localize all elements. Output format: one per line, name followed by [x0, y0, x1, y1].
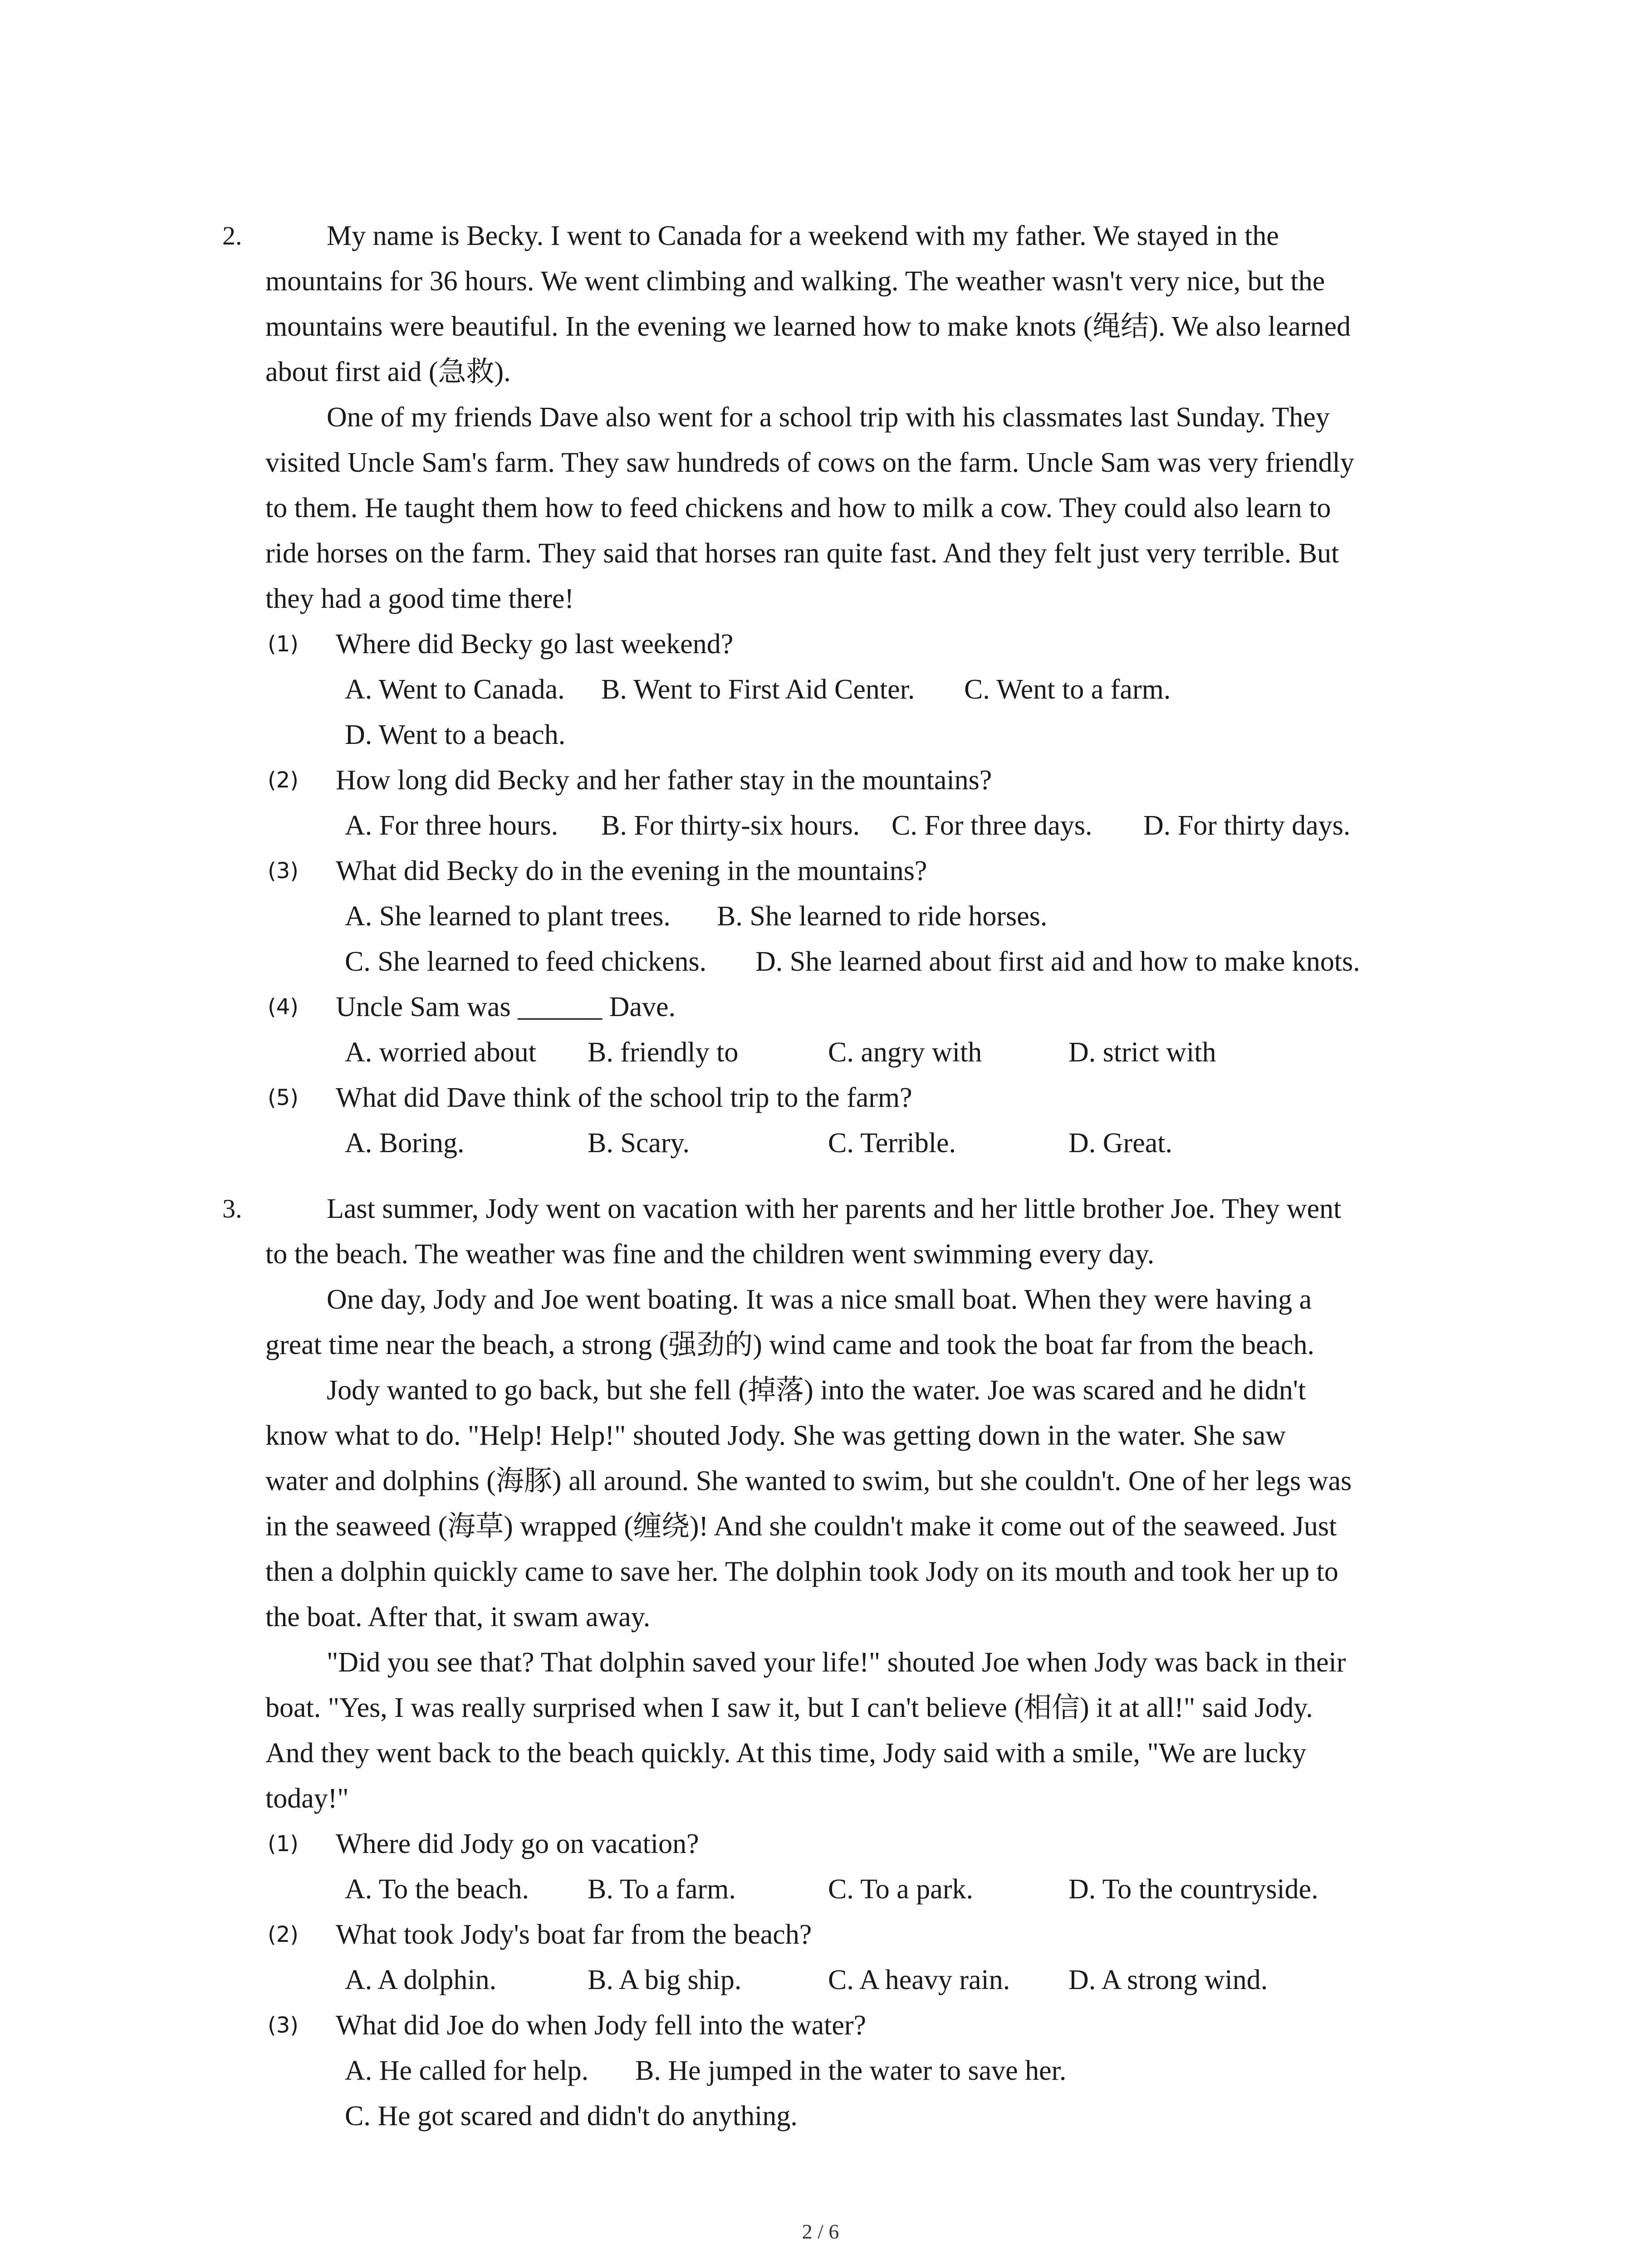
page-number: 2 / 6 — [802, 2220, 839, 2243]
option: A. He called for help. — [345, 2055, 589, 2086]
option: A. She learned to plant trees. — [345, 901, 671, 932]
passage-line: mountains for 36 hours. We went climbing and walking. The weather wasn't very nice, but the — [265, 266, 1325, 297]
passage-line: in the seaweed (海草) wrapped (缠绕)! And she couldn't make it come out of the seaweed. Just — [265, 1511, 1337, 1542]
passage-line: visited Uncle Sam's farm. They saw hundreds of cows on the farm. Uncle Sam was very friendly — [265, 447, 1354, 478]
option: B. Went to First Aid Center. — [601, 674, 915, 705]
question-text: What did Joe do when Jody fell into the water? — [336, 2010, 867, 2041]
passage-line: great time near the beach, a strong (强劲的) wind came and took the boat far from the beach. — [265, 1330, 1315, 1360]
passage-line: ride horses on the farm. They said that horses ran quite fast. And they felt just very terrible. But — [265, 538, 1339, 569]
option: C. Went to a farm. — [964, 674, 1171, 705]
passage-line: to them. He taught them how to feed chickens and how to milk a cow. They could also learn to — [265, 493, 1331, 523]
passage-line: today!" — [265, 1783, 349, 1814]
question-number: (3) — [268, 858, 299, 884]
passage-line: the boat. After that, it swam away. — [265, 1602, 651, 1633]
option: C. She learned to feed chickens. — [345, 946, 707, 977]
question-text: Where did Becky go last weekend? — [336, 629, 734, 660]
question-number: (2) — [268, 767, 299, 793]
option: D. Went to a beach. — [345, 719, 566, 750]
question-text: What did Dave think of the school trip to the farm? — [336, 1082, 912, 1113]
passage-line: "Did you see that? That dolphin saved your life!" shouted Joe when Jody was back in their — [327, 1647, 1346, 1678]
option: A. Went to Canada. — [345, 674, 565, 705]
option: C. angry with — [828, 1037, 982, 1068]
question-text: Uncle Sam was ______ Dave. — [336, 992, 676, 1022]
option: D. She learned about first aid and how to make knots. — [755, 946, 1360, 977]
passage-line: then a dolphin quickly came to save her. The dolphin took Jody on its mouth and took her up to — [265, 1556, 1338, 1587]
option: B. A big ship. — [588, 1965, 742, 1995]
passage-line: My name is Becky. I went to Canada for a weekend with my father. We stayed in the — [327, 220, 1279, 251]
question-number: (1) — [268, 631, 299, 657]
passage-line: about first aid (急救). — [265, 357, 511, 387]
passage-line: to the beach. The weather was fine and the children went swimming every day. — [265, 1239, 1155, 1270]
option: B. Scary. — [588, 1128, 690, 1158]
option: C. To a park. — [828, 1874, 973, 1905]
question-text: Where did Jody go on vacation? — [336, 1828, 699, 1859]
passage-line: One day, Jody and Joe went boating. It was a nice small boat. When they were having a — [327, 1284, 1312, 1315]
option: B. friendly to — [588, 1037, 739, 1068]
passage-line: boat. "Yes, I was really surprised when I saw it, but I can't believe (相信) it at all!" said Jody. — [265, 1692, 1313, 1723]
question-number: (1) — [268, 1831, 299, 1857]
option: B. He jumped in the water to save her. — [635, 2055, 1067, 2086]
passage-line: And they went back to the beach quickly. At this time, Jody said with a smile, "We are lucky — [265, 1738, 1307, 1769]
passage-line: One of my friends Dave also went for a school trip with his classmates last Sunday. They — [327, 402, 1330, 433]
option: C. Terrible. — [828, 1128, 956, 1158]
option: A. A dolphin. — [345, 1965, 497, 1995]
passage-line: Last summer, Jody went on vacation with her parents and her little brother Joe. They went — [327, 1193, 1342, 1224]
passage-line: mountains were beautiful. In the evening we learned how to make knots (绳结). We also learned — [265, 311, 1351, 342]
option: D. A strong wind. — [1068, 1965, 1268, 1995]
option: A. Boring. — [345, 1128, 465, 1158]
question-number: (3) — [268, 2013, 299, 2038]
passage-number: 2. — [222, 221, 242, 250]
option: D. strict with — [1068, 1037, 1216, 1068]
passage-number: 3. — [222, 1194, 242, 1223]
option: C. For three days. — [892, 810, 1092, 841]
question-number: (2) — [268, 1922, 299, 1947]
question-text: What took Jody's boat far from the beach? — [336, 1919, 812, 1950]
option: A. For three hours. — [345, 810, 558, 841]
option: A. To the beach. — [345, 1874, 529, 1905]
option: D. For thirty days. — [1143, 810, 1351, 841]
option: C. He got scared and didn't do anything. — [345, 2101, 798, 2131]
question-number: (5) — [268, 1085, 299, 1110]
question-text: What did Becky do in the evening in the mountains? — [336, 855, 927, 886]
option: D. Great. — [1068, 1128, 1172, 1158]
option: B. To a farm. — [588, 1874, 736, 1905]
passage-line: water and dolphins (海豚) all around. She wanted to swim, but she couldn't. One of her legs was — [265, 1466, 1352, 1496]
passage-line: they had a good time there! — [265, 583, 574, 614]
passage-line: Jody wanted to go back, but she fell (掉落) into the water. Joe was scared and he didn't — [327, 1375, 1306, 1406]
option: C. A heavy rain. — [828, 1965, 1010, 1995]
passage-line: know what to do. "Help! Help!" shouted Jody. She was getting down in the water. She saw — [265, 1420, 1286, 1451]
option: A. worried about — [345, 1037, 536, 1068]
option: B. She learned to ride horses. — [717, 901, 1048, 932]
option: B. For thirty-six hours. — [601, 810, 860, 841]
option: D. To the countryside. — [1068, 1874, 1318, 1905]
question-number: (4) — [268, 994, 299, 1020]
question-text: How long did Becky and her father stay in the mountains? — [336, 765, 992, 796]
